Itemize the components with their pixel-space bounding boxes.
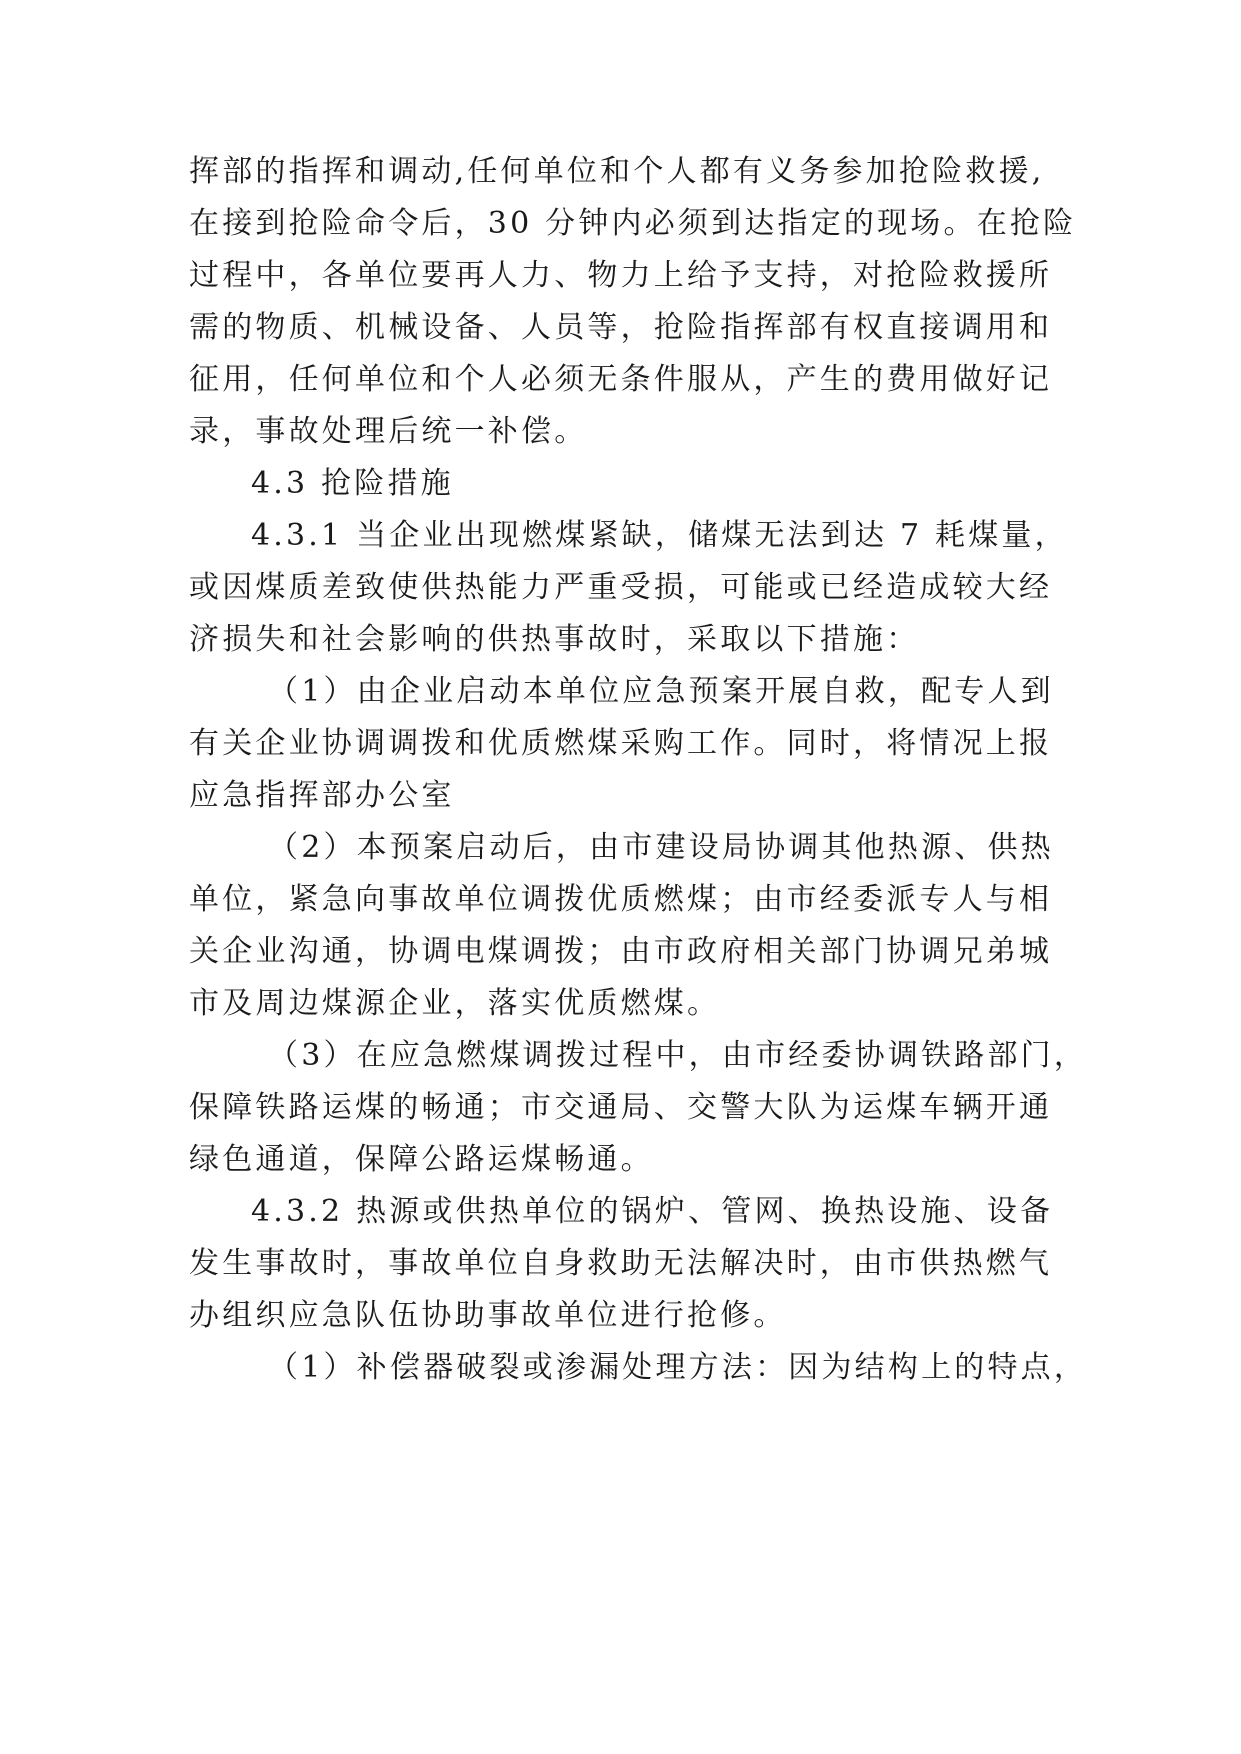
list-item: （3）在应急燃煤调拨过程中，由市经委协调铁路部门， xyxy=(268,1038,1088,1073)
section-heading: 4.3 抢险措施 xyxy=(251,466,454,501)
text-line: 关企业沟通，协调电煤调拨；由市政府相关部门协调兄弟城 xyxy=(189,934,1053,969)
text-line: 应急指挥部办公室 xyxy=(189,778,455,813)
text-line: 在接到抢险命令后，30 分钟内必须到达指定的现场。在抢险 xyxy=(189,206,1077,241)
text-line: 单位，紧急向事故单位调拨优质燃煤；由市经委派专人与相 xyxy=(189,882,1053,917)
text-line: 济损失和社会影响的供热事故时，采取以下措施： xyxy=(189,622,920,657)
subsection-heading: 4.3.1 当企业出现燃煤紧缺，储煤无法到达 7 耗煤量， xyxy=(251,518,1068,553)
text-line: 发生事故时，事故单位自身救助无法解决时，由市供热燃气 xyxy=(189,1246,1053,1281)
list-item: （1）由企业启动本单位应急预案开展自救，配专人到 xyxy=(268,674,1054,709)
list-item: （1）补偿器破裂或渗漏处理方法：因为结构上的特点， xyxy=(268,1350,1088,1385)
subsection-heading: 4.3.2 热源或供热单位的锅炉、管网、换热设施、设备 xyxy=(251,1194,1054,1229)
text-line: 挥部的指挥和调动,任何单位和个人都有义务参加抢险救援, xyxy=(189,154,1045,189)
text-line: 有关企业协调调拨和优质燃煤采购工作。同时，将情况上报 xyxy=(189,726,1053,761)
text-line: 办组织应急队伍协助事故单位进行抢修。 xyxy=(189,1298,787,1333)
text-line: 过程中，各单位要再人力、物力上给予支持，对抢险救援所 xyxy=(189,258,1053,293)
text-line: 录，事故处理后统一补偿。 xyxy=(189,414,588,449)
text-line: 需的物质、机械设备、人员等，抢险指挥部有权直接调用和 xyxy=(189,310,1053,345)
text-line: 市及周边煤源企业，落实优质燃煤。 xyxy=(189,986,721,1021)
text-line: 保障铁路运煤的畅通；市交通局、交警大队为运煤车辆开通 xyxy=(189,1090,1053,1125)
text-line: 征用，任何单位和个人必须无条件服从，产生的费用做好记 xyxy=(189,362,1053,397)
list-item: （2）本预案启动后，由市建设局协调其他热源、供热 xyxy=(268,830,1054,865)
text-line: 绿色通道，保障公路运煤畅通。 xyxy=(189,1142,654,1177)
text-line: 或因煤质差致使供热能力严重受损，可能或已经造成较大经 xyxy=(189,570,1053,605)
